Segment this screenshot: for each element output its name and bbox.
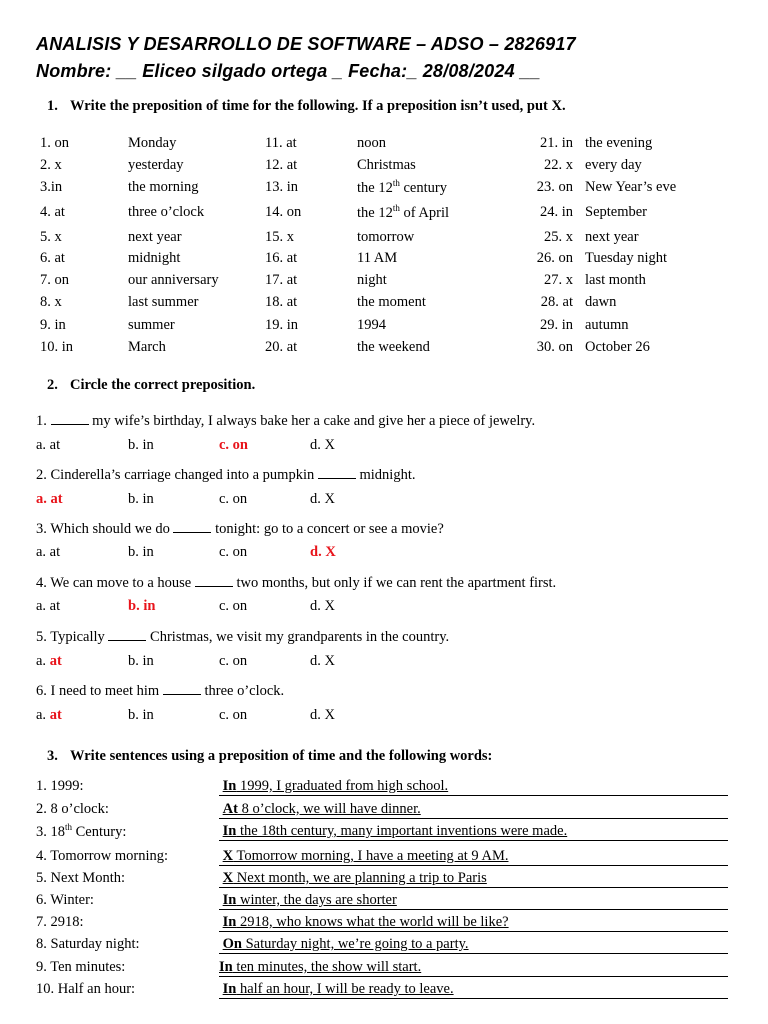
answer-preposition: In bbox=[222, 914, 237, 930]
question-text: 3. Which should we do bbox=[36, 521, 174, 537]
answer-line bbox=[219, 870, 728, 888]
table-cell-answer: 9. in bbox=[40, 317, 66, 333]
table-cell-word: the moment bbox=[357, 294, 426, 310]
table-cell-word: the morning bbox=[128, 179, 199, 195]
table-cell-word: summer bbox=[128, 317, 175, 333]
student-name-date-line: Nombre: __ Eliceo silgado ortega _ Fecha:_ 28/08/2024 __ bbox=[36, 61, 541, 81]
prompt-label: 1. 1999: bbox=[36, 778, 84, 794]
table-cell-word: 1994 bbox=[357, 317, 386, 333]
table-cell-word: 11 AM bbox=[357, 250, 398, 266]
label-text: Century: bbox=[72, 824, 127, 840]
table-cell-word: next year bbox=[128, 229, 182, 245]
option-letter: a. bbox=[36, 653, 50, 669]
table-cell-word: March bbox=[128, 339, 166, 355]
answer-text: Next month, we are planning a trip to Paris bbox=[233, 870, 487, 886]
table-cell-answer: 4. at bbox=[40, 204, 65, 220]
answer-preposition: On bbox=[222, 936, 242, 952]
answer-text: ten minutes, the show will start. bbox=[232, 959, 422, 975]
ordinal-suffix: th bbox=[392, 178, 400, 189]
answer-text: 2918, who knows what the world will be like? bbox=[236, 914, 509, 930]
table-cell-word: autumn bbox=[585, 317, 629, 333]
table-cell-answer: 5. x bbox=[40, 229, 62, 245]
table-cell-answer: 11. at bbox=[265, 135, 297, 151]
question-sentence bbox=[36, 628, 449, 646]
question-sentence bbox=[36, 466, 415, 484]
prompt-label bbox=[36, 824, 126, 841]
option-c: c. on bbox=[219, 653, 248, 669]
option-a-selected bbox=[36, 707, 62, 724]
table-cell-answer: 16. at bbox=[265, 250, 298, 266]
table-cell-answer: 20. at bbox=[265, 339, 298, 355]
table-cell-word: Christmas bbox=[357, 157, 416, 173]
option-d: d. X bbox=[310, 598, 335, 614]
prompt-label: 10. Half an hour: bbox=[36, 981, 136, 997]
answer-text: the 18th century, many important inventions were made. bbox=[236, 823, 568, 839]
answer-text: 8 o’clock, we will have dinner. bbox=[237, 801, 421, 817]
prompt-label: 7. 2918: bbox=[36, 914, 84, 930]
table-cell-answer: 17. at bbox=[265, 272, 298, 288]
question-text: Christmas, we visit my grandparents in the country. bbox=[146, 629, 450, 645]
answer-blank bbox=[173, 520, 211, 533]
option-a: a. at bbox=[36, 437, 61, 453]
option-a: a. at bbox=[36, 544, 61, 560]
label-text: 3. 18 bbox=[36, 824, 65, 840]
option-a: a. at bbox=[36, 598, 61, 614]
answer-line bbox=[219, 778, 728, 796]
table-cell-answer: 22. x bbox=[544, 157, 573, 173]
section1-heading bbox=[47, 98, 566, 115]
table-cell-answer: 13. in bbox=[265, 179, 299, 195]
table-cell-answer: 14. on bbox=[265, 204, 302, 220]
section2-title: Circle the correct preposition. bbox=[70, 377, 256, 393]
table-cell-word: tomorrow bbox=[357, 229, 415, 245]
option-d: d. X bbox=[310, 707, 335, 723]
table-cell-answer: 19. in bbox=[265, 317, 299, 333]
section3-heading bbox=[47, 748, 492, 765]
table-cell-answer: 23. on bbox=[536, 179, 573, 195]
answer-preposition: In bbox=[219, 959, 233, 975]
question-text: two months, but only if we can rent the apartment first. bbox=[232, 575, 557, 591]
table-cell-answer: 6. at bbox=[40, 250, 65, 266]
table-cell-answer: 27. x bbox=[544, 272, 573, 288]
question-text: 1. bbox=[36, 413, 51, 429]
table-cell-answer: 29. in bbox=[539, 317, 573, 333]
word-text: the 12 bbox=[357, 180, 393, 196]
option-a-selected bbox=[36, 653, 62, 670]
prompt-label: 9. Ten minutes: bbox=[36, 959, 126, 975]
question-sentence bbox=[36, 682, 284, 700]
table-cell-word: the evening bbox=[585, 135, 653, 151]
table-cell-word: our anniversary bbox=[128, 272, 219, 288]
prompt-label: 6. Winter: bbox=[36, 892, 94, 908]
table-cell-word bbox=[357, 180, 447, 197]
table-cell-word: every day bbox=[585, 157, 642, 173]
question-text: tonight: go to a concert or see a movie? bbox=[211, 521, 444, 537]
question-sentence bbox=[36, 520, 444, 538]
worksheet-title: ANALISIS Y DESARROLLO DE SOFTWARE – ADSO – 2826917 bbox=[36, 34, 576, 54]
table-cell-word: October 26 bbox=[585, 339, 650, 355]
question-sentence bbox=[36, 574, 556, 592]
answer-blank bbox=[318, 466, 356, 479]
word-text: the 12 bbox=[357, 205, 393, 221]
option-word: at bbox=[49, 653, 62, 669]
answer-preposition: X bbox=[222, 870, 234, 886]
answer-line bbox=[219, 959, 728, 977]
word-text: century bbox=[399, 180, 447, 196]
option-letter: a. bbox=[36, 707, 50, 723]
table-cell-answer: 2. x bbox=[40, 157, 62, 173]
prompt-label: 8. Saturday night: bbox=[36, 936, 140, 952]
table-cell-answer: 24. in bbox=[539, 204, 573, 220]
option-d: d. X bbox=[310, 437, 335, 453]
table-cell-word: New Year’s eve bbox=[585, 179, 677, 195]
option-b: b. in bbox=[128, 653, 154, 669]
answer-text: Saturday night, we’re going to a party. bbox=[241, 936, 469, 952]
table-cell-word: three o’clock bbox=[128, 204, 205, 220]
question-sentence bbox=[36, 412, 535, 430]
answer-text: 1999, I graduated from high school. bbox=[236, 778, 449, 794]
option-b-selected: b. in bbox=[128, 598, 156, 614]
option-word: at bbox=[49, 707, 62, 723]
section1-number: 1. bbox=[47, 98, 58, 114]
option-d-selected: d. X bbox=[310, 544, 336, 560]
answer-line bbox=[219, 892, 728, 910]
table-cell-word: midnight bbox=[128, 250, 181, 266]
table-cell-word: dawn bbox=[585, 294, 617, 310]
table-cell-word: Monday bbox=[128, 135, 177, 151]
answer-blank bbox=[195, 574, 233, 587]
question-text: 2. Cinderella’s carriage changed into a pumpkin bbox=[36, 467, 318, 483]
option-d: d. X bbox=[310, 653, 335, 669]
answer-preposition: In bbox=[222, 778, 237, 794]
answer-text: half an hour, I will be ready to leave. bbox=[236, 981, 454, 997]
answer-preposition: In bbox=[222, 892, 237, 908]
word-text: of April bbox=[399, 205, 449, 221]
table-cell-answer: 15. x bbox=[265, 229, 294, 245]
table-cell-answer: 1. on bbox=[40, 135, 69, 151]
option-b: b. in bbox=[128, 491, 154, 507]
section2-number: 2. bbox=[47, 377, 58, 393]
option-b: b. in bbox=[128, 544, 154, 560]
section1-title: Write the preposition of time for the following. If a preposition isn’t used, put X. bbox=[70, 98, 566, 114]
table-cell-answer: 8. x bbox=[40, 294, 62, 310]
answer-blank bbox=[108, 628, 146, 641]
question-text: my wife’s birthday, I always bake her a cake and give her a piece of jewelry. bbox=[88, 413, 536, 429]
table-cell-answer: 26. on bbox=[536, 250, 573, 266]
answer-blank bbox=[163, 682, 201, 695]
question-text: 5. Typically bbox=[36, 629, 109, 645]
question-text: 4. We can move to a house bbox=[36, 575, 195, 591]
answer-preposition: In bbox=[222, 823, 237, 839]
table-cell-answer: 3.in bbox=[40, 179, 63, 195]
answer-preposition: X bbox=[222, 848, 234, 864]
answer-line bbox=[219, 848, 728, 866]
answer-preposition: At bbox=[222, 801, 238, 817]
question-text: 6. I need to meet him bbox=[36, 683, 163, 699]
section2-heading bbox=[47, 377, 255, 394]
section3-title: Write sentences using a preposition of time and the following words: bbox=[70, 748, 493, 764]
answer-line bbox=[219, 936, 728, 954]
table-cell-word: the weekend bbox=[357, 339, 430, 355]
table-cell-word: next year bbox=[585, 229, 639, 245]
prompt-label: 4. Tomorrow morning: bbox=[36, 848, 169, 864]
ordinal-suffix: th bbox=[65, 822, 73, 833]
answer-line bbox=[219, 914, 728, 932]
table-cell-word: Tuesday night bbox=[585, 250, 668, 266]
section3-number: 3. bbox=[47, 748, 58, 764]
table-cell-word: noon bbox=[357, 135, 386, 151]
table-cell-word: September bbox=[585, 204, 648, 220]
question-text: midnight. bbox=[355, 467, 416, 483]
prompt-label: 5. Next Month: bbox=[36, 870, 126, 886]
ordinal-suffix: th bbox=[392, 203, 400, 214]
prompt-label: 2. 8 o’clock: bbox=[36, 801, 109, 817]
option-c: c. on bbox=[219, 598, 248, 614]
table-cell-answer: 10. in bbox=[40, 339, 74, 355]
table-cell-word: last month bbox=[585, 272, 646, 288]
option-c-selected: c. on bbox=[219, 437, 248, 453]
answer-blank bbox=[51, 412, 89, 425]
answer-text: Tomorrow morning, I have a meeting at 9 AM. bbox=[233, 848, 509, 864]
answer-preposition: In bbox=[222, 981, 237, 997]
answer-line bbox=[219, 801, 728, 819]
table-cell-answer: 30. on bbox=[536, 339, 573, 355]
table-cell-word bbox=[357, 205, 449, 222]
table-cell-answer: 12. at bbox=[265, 157, 298, 173]
option-c: c. on bbox=[219, 491, 248, 507]
option-c: c. on bbox=[219, 707, 248, 723]
option-a-selected: a. at bbox=[36, 491, 63, 507]
table-cell-answer: 21. in bbox=[539, 135, 573, 151]
table-cell-word: night bbox=[357, 272, 387, 288]
table-cell-word: yesterday bbox=[128, 157, 184, 173]
table-cell-answer: 18. at bbox=[265, 294, 298, 310]
answer-line bbox=[219, 981, 728, 999]
answer-text: winter, the days are shorter bbox=[236, 892, 397, 908]
table-cell-answer: 28. at bbox=[540, 294, 573, 310]
question-text: three o’clock. bbox=[200, 683, 285, 699]
option-c: c. on bbox=[219, 544, 248, 560]
option-b: b. in bbox=[128, 437, 154, 453]
table-cell-answer: 25. x bbox=[544, 229, 573, 245]
table-cell-word: last summer bbox=[128, 294, 199, 310]
option-d: d. X bbox=[310, 491, 335, 507]
table-cell-answer: 7. on bbox=[40, 272, 69, 288]
answer-line bbox=[219, 823, 728, 841]
option-b: b. in bbox=[128, 707, 154, 723]
